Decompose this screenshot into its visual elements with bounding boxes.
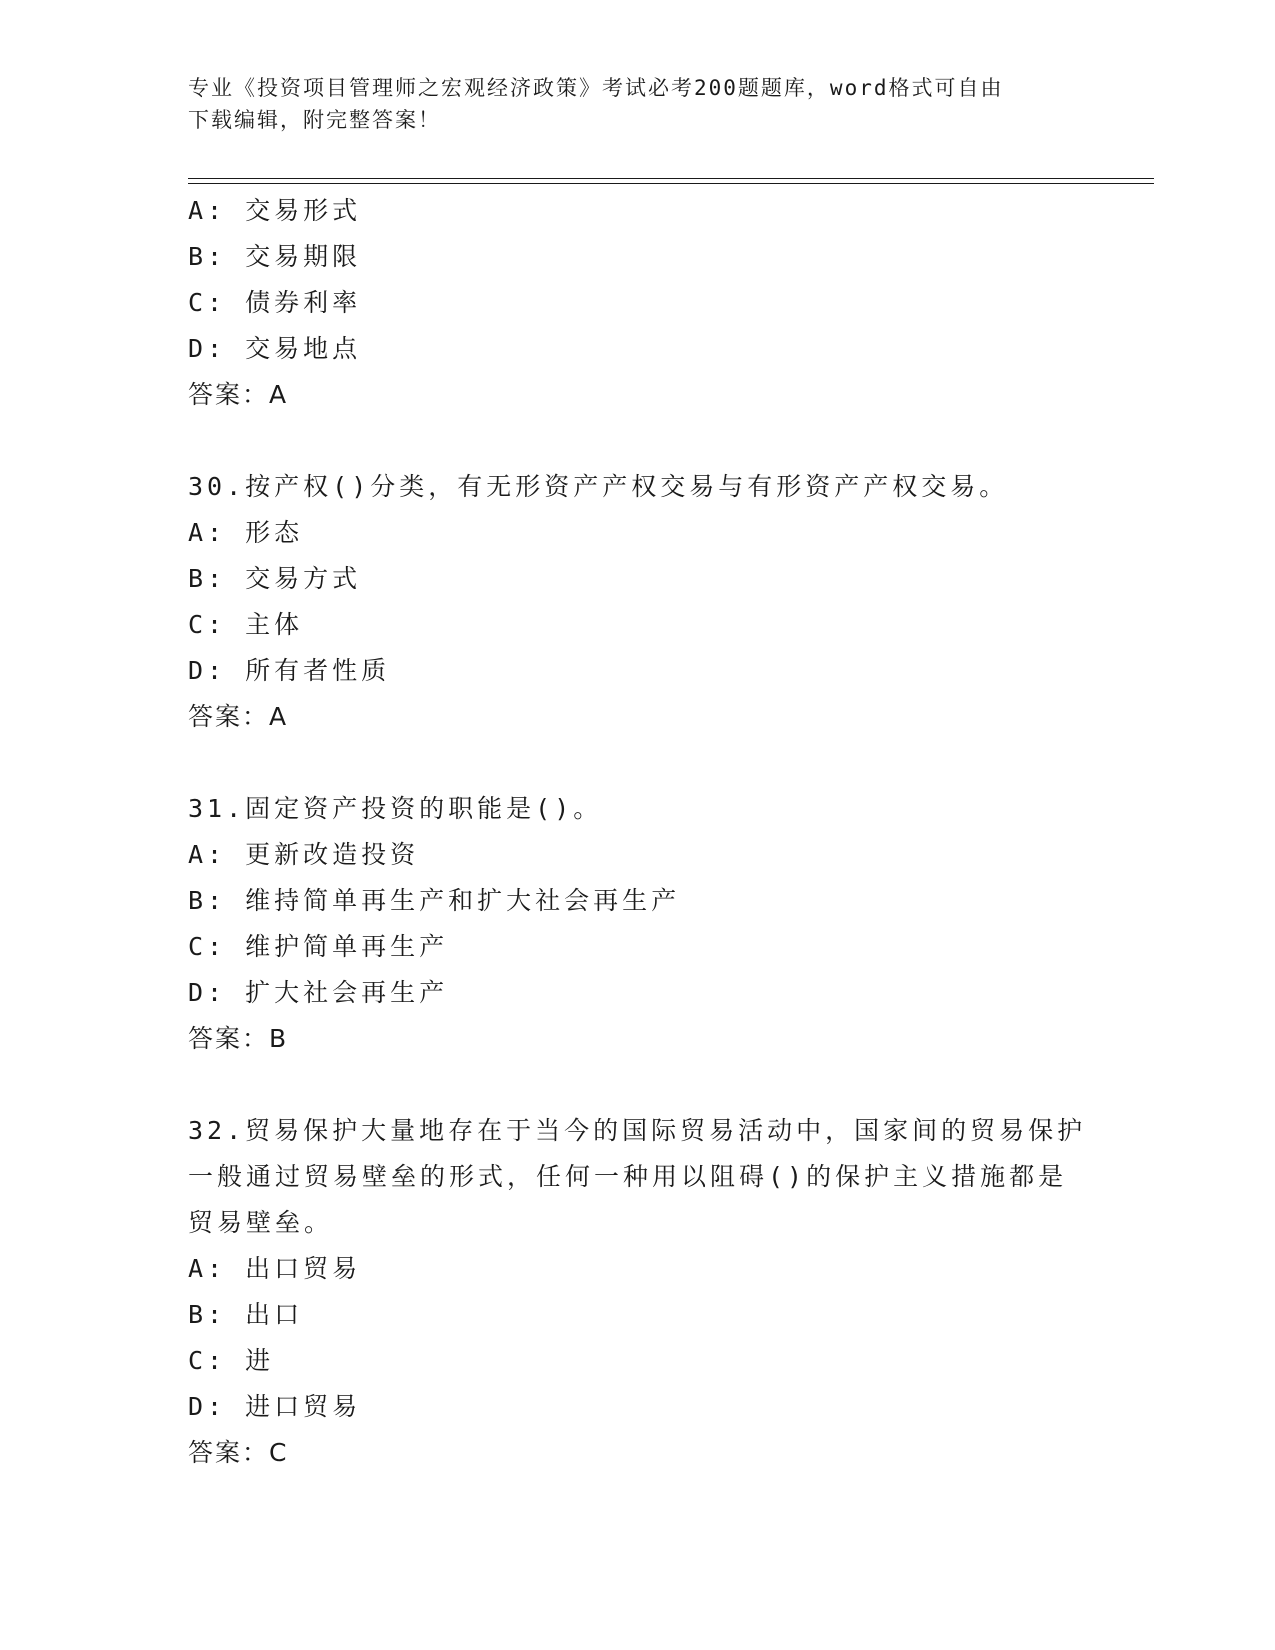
option-b: B: 出口: [188, 1300, 304, 1329]
option-a: A: 交易形式: [188, 196, 362, 225]
option-a: A: 更新改造投资: [188, 840, 420, 869]
question-list: [188, 188, 1088, 1476]
answer-value: A: [269, 380, 289, 409]
answer-label: 答案：: [188, 380, 270, 409]
question-stem-line-3: 贸易壁垒。: [188, 1208, 334, 1237]
header-line-2: 下载编辑，附完整答案！: [188, 108, 441, 132]
answer-line: [188, 1430, 1088, 1476]
option-a: A: 出口贸易: [188, 1254, 362, 1283]
option-b: B: 交易方式: [188, 564, 362, 593]
question-32: [188, 1108, 1088, 1476]
answer-label: 答案：: [188, 702, 270, 731]
answer-line: [188, 1016, 1088, 1062]
answer-value: A: [269, 702, 289, 731]
header-rule-bottom: [188, 183, 1154, 184]
answer-value: B: [269, 1024, 289, 1053]
answer-line: [188, 694, 1088, 740]
header-rule-top: [188, 178, 1154, 179]
answer-line: [188, 372, 1088, 418]
answer-label: 答案：: [188, 1438, 270, 1467]
question-stem-line-1: 32.贸易保护大量地存在于当今的国际贸易活动中，国家间的贸易保护: [188, 1116, 1087, 1145]
question-stem-line-2: 一般通过贸易壁垒的形式，任何一种用以阻碍()的保护主义措施都是: [188, 1162, 1068, 1191]
option-a: A: 形态: [188, 518, 304, 547]
option-b: B: 维持简单再生产和扩大社会再生产: [188, 886, 681, 915]
question-30: [188, 464, 1088, 740]
header-line-1: 专业《投资项目管理师之宏观经济政策》考试必考200题题库，word格式可自由: [188, 76, 1004, 100]
question-31: [188, 786, 1088, 1062]
answer-value: C: [269, 1438, 289, 1467]
option-d: D: 所有者性质: [188, 656, 391, 685]
option-c: C: 债券利率: [188, 288, 362, 317]
answer-label: 答案：: [188, 1024, 270, 1053]
document-header: [188, 72, 1088, 136]
option-d: D: 进口贸易: [188, 1392, 362, 1421]
option-d: D: 扩大社会再生产: [188, 978, 449, 1007]
option-d: D: 交易地点: [188, 334, 362, 363]
question-stem: 31.固定资产投资的职能是()。: [188, 794, 603, 823]
question-stem: 30.按产权()分类，有无形资产产权交易与有形资产产权交易。: [188, 472, 1009, 501]
option-b: B: 交易期限: [188, 242, 362, 271]
option-c: C: 维护简单再生产: [188, 932, 449, 961]
option-c: C: 主体: [188, 610, 304, 639]
option-c: C: 进: [188, 1346, 275, 1375]
question-29: [188, 188, 1088, 418]
